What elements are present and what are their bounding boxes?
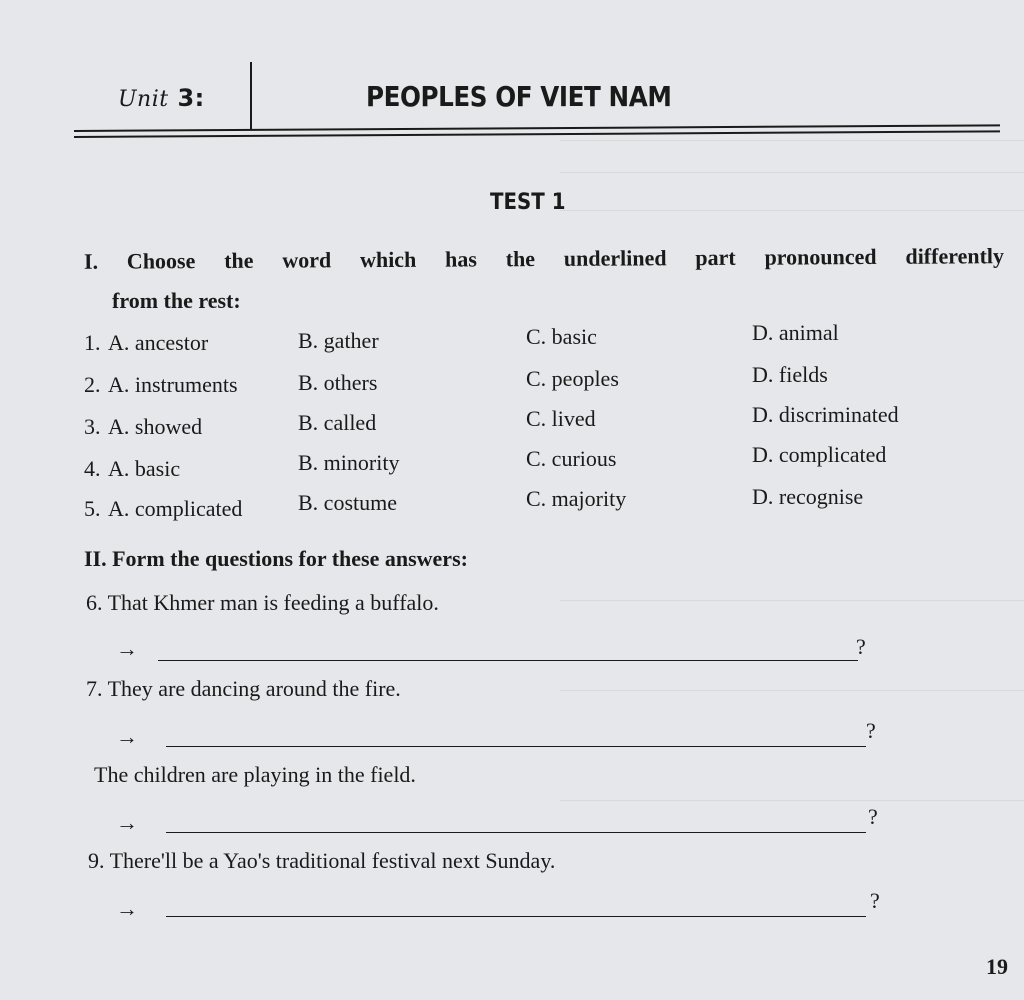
q3-option-d: D. discriminated	[752, 402, 899, 427]
item7-question-mark: ?	[866, 718, 876, 743]
q5-option-b: B. costume	[298, 490, 397, 515]
item8-answer-line	[166, 832, 866, 833]
bleed-line	[560, 800, 1024, 801]
q1-option-c: C. basic	[526, 324, 597, 349]
q4-option-d: D. complicated	[752, 442, 887, 467]
section1-heading-line1: I. Choose the word which has the underlined part pronounced differently	[83, 243, 1005, 274]
q1-option-a: A. ancestor	[108, 330, 209, 355]
unit-label	[118, 84, 205, 112]
q5-option-a: A. complicated	[108, 496, 243, 521]
q4-option-b: B. minority	[298, 450, 400, 475]
item7-answer-line	[166, 746, 866, 747]
q3-option-a: A. showed	[108, 414, 203, 439]
q5-option-d: D. recognise	[752, 484, 864, 509]
item7-arrow: →	[116, 724, 138, 749]
unit-title: PEOPLES OF VIET NAM	[366, 80, 672, 113]
q3-option-b: B. called	[298, 410, 377, 435]
item8-question-mark: ?	[868, 804, 878, 829]
q5-number: 5.	[84, 496, 101, 521]
item9-question-mark: ?	[870, 888, 880, 913]
header-rule-bottom	[74, 130, 1000, 138]
section2-heading: II. Form the questions for these answers:	[84, 546, 468, 571]
q2-option-d: D. fields	[752, 362, 828, 387]
item7-text: 7. They are dancing around the fire.	[86, 676, 401, 701]
item9-answer-line	[166, 916, 866, 917]
q4-option-a: A. basic	[108, 456, 181, 481]
section1-heading-line2: from the rest:	[112, 288, 241, 313]
q1-number: 1.	[84, 330, 101, 355]
item9-arrow: →	[116, 896, 138, 921]
bleed-line	[560, 600, 1024, 601]
bleed-line	[560, 690, 1024, 691]
item6-text: 6. That Khmer man is feeding a buffalo.	[86, 590, 439, 615]
header-divider	[250, 62, 252, 130]
unit-number: 3:	[177, 84, 205, 112]
item6-answer-line	[158, 660, 858, 661]
q2-option-b: B. others	[298, 370, 378, 395]
q5-option-c: C. majority	[526, 486, 627, 511]
q2-option-c: C. peoples	[526, 366, 619, 391]
test-title: TEST 1	[490, 190, 566, 215]
item6-question-mark: ?	[856, 634, 866, 659]
bleed-line	[560, 172, 1024, 173]
unit-word: Unit	[118, 87, 169, 112]
q4-number: 4.	[84, 456, 101, 481]
item8-text: The children are playing in the field.	[94, 762, 416, 787]
bleed-line	[560, 140, 1024, 141]
q1-option-d: D. animal	[752, 320, 839, 345]
item6-arrow: →	[116, 636, 138, 661]
page-number: 19	[986, 954, 1008, 979]
q3-number: 3.	[84, 414, 101, 439]
q2-option-a: A. instruments	[108, 372, 238, 397]
q3-option-c: C. lived	[526, 406, 596, 431]
item8-arrow: →	[116, 810, 138, 835]
bleed-line	[560, 210, 1024, 211]
q2-number: 2.	[84, 372, 101, 397]
item9-text: 9. There'll be a Yao's traditional festival next Sunday.	[88, 848, 556, 873]
q4-option-c: C. curious	[526, 446, 617, 471]
q1-option-b: B. gather	[298, 328, 379, 353]
